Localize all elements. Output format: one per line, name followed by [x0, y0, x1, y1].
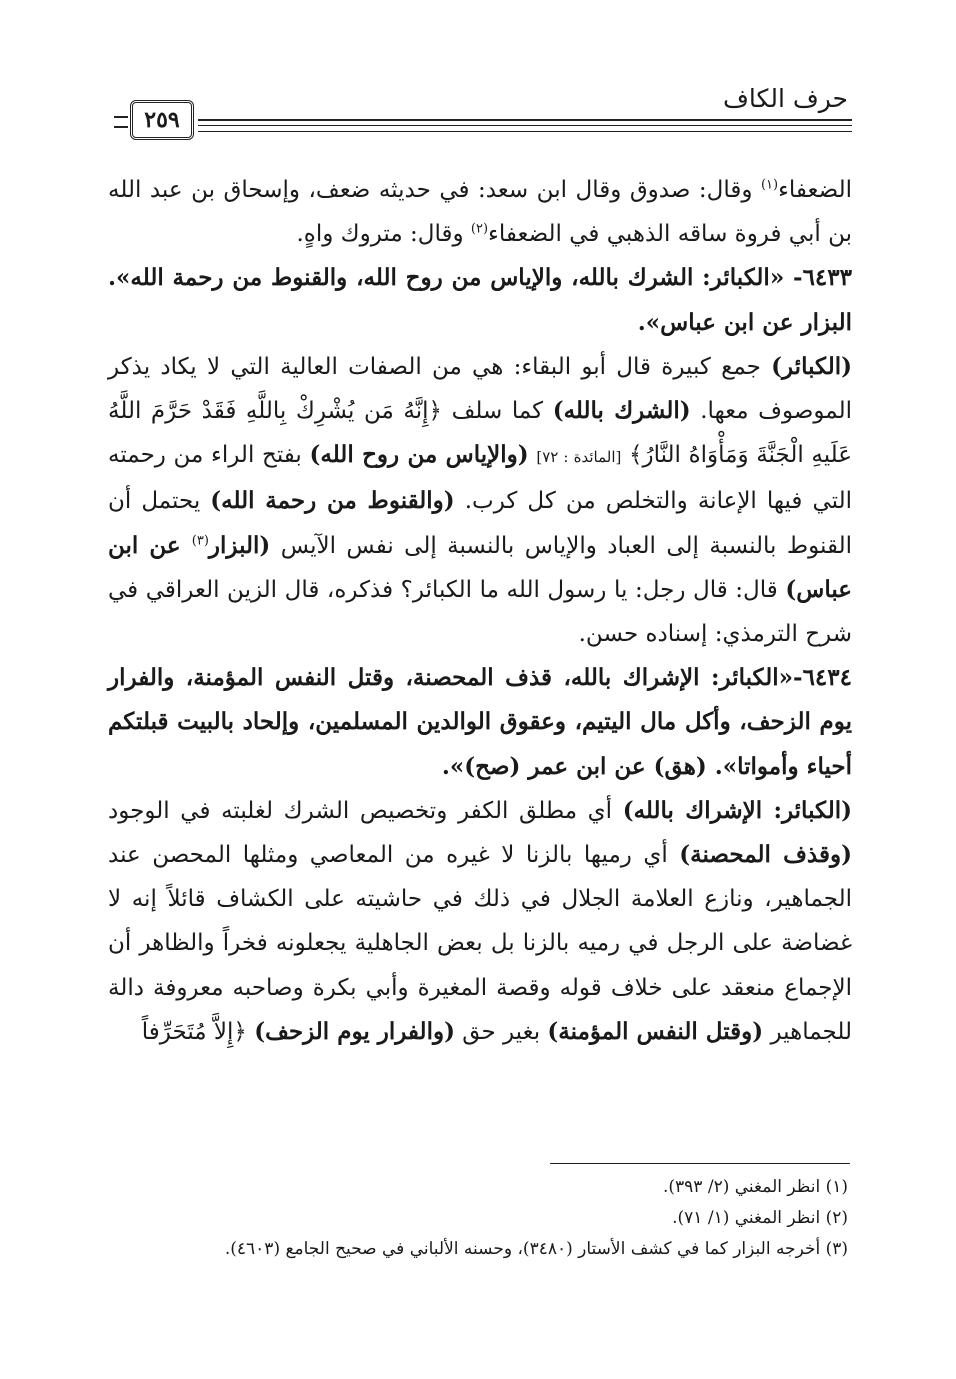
text-segment: (والقنوط من رحمة الله): [210, 487, 455, 515]
text-segment: أي مطلق الكفر وتخصيص الشرك لغلبته في الوجود: [108, 797, 623, 824]
footnote-marker: (٢): [470, 221, 489, 237]
main-text: [108, 168, 852, 1054]
paragraph: [108, 656, 852, 789]
text-segment: أي رميها بالزنا لا غيره من المعاصي ومثلها المحصن عند الجماهير، ونازع العلامة الجلال في ذلك في حاشيته على الكشاف قائلاً إنه لا غضاضة على الرجل في رميه بالزنا بل بعض الجاهلية يجعلونه فخراً والظاهر أن الإجماع منعقد على خلاف قوله وقصة المغيرة وأبي بكرة وصاحبه معروفة دالة للجماهير: [108, 842, 852, 1045]
page-number: ٢٥٩: [130, 100, 194, 140]
text-segment: عن ابن عباس): [108, 531, 852, 603]
header-rule: [198, 119, 852, 121]
header-rule: [198, 131, 852, 132]
text-segment: بغير حق: [454, 1018, 548, 1045]
footnote-2: (٢) انظر المغني (١/ ٧١).: [672, 1208, 848, 1228]
chapter-title: حرف الكاف: [722, 84, 848, 113]
text-segment: (وقتل النفس المؤمنة): [547, 1017, 764, 1045]
text-segment: (وقذف المحصنة): [679, 841, 852, 869]
page-number-ornament: [114, 116, 128, 128]
footnote-1: (١) انظر المغني (٢/ ٣٩٣).: [662, 1177, 848, 1197]
text-segment: وقال: صدوق وقال ابن سعد: في حديثه ضعف، وإسحاق بن عبد الله بن أبي فروة ساقه الذهبي في الضعفاء: [108, 177, 852, 248]
text-segment: ٦٤٣٤-«الكبائر: الإشراك بالله، قذف المحصنة، وقتل النفس المؤمنة، والفرار يوم الزحف، وأكل مال اليتيم، وعقوق الوالدين المسلمين، وإلحاد بالبيت قبلتكم أحياء وأمواتا». (هق) عن ابن عمر (صح)».: [108, 664, 852, 780]
text-segment: (الكبائر: الإشراك بالله): [622, 796, 852, 824]
text-segment: وقال: متروك واهٍ.: [296, 221, 471, 248]
text-segment: (البزار: [208, 531, 271, 559]
footnote-marker: (٣): [191, 532, 209, 548]
text-segment: جمع كبيرة قال أبو البقاء: هي من الصفات العالية التي لا يكاد يذكر الموصوف معها.: [108, 353, 852, 425]
text-segment: (والفرار يوم الزحف): [254, 1017, 455, 1045]
text-segment: ٦٤٣٣- «الكبائر: الشرك بالله، والإياس من روح الله، والقنوط من رحمة الله». البزار عن ابن عباس».: [108, 264, 852, 336]
text-segment: (الكبائر): [771, 352, 852, 380]
text-segment: يحتمل أن القنوط بالنسبة إلى العباد والإياس بالنسبة إلى نفس الآيس: [108, 488, 853, 559]
text-segment: (الشرك بالله): [552, 397, 691, 425]
footnotes: [108, 1172, 848, 1265]
text-segment: (والإياس من روح الله): [309, 441, 529, 469]
footnote-marker: (١): [760, 177, 779, 193]
paragraph: [108, 789, 852, 1054]
text-segment: ﴿إِلاَّ مُتَحَرِّفاً: [141, 1018, 255, 1045]
paragraph: [108, 345, 852, 656]
footnote-3: (٣) أخرجه البزار كما في كشف الأستار (٣٤٨٠)، وحسنه الألباني في صحيح الجامع (٤٦٠٣).: [224, 1239, 848, 1259]
text-segment: كما سلف ﴿إِنَّهُ مَن يُشْرِكْ بِاللَّهِ فَقَدْ حَرَّمَ اللَّهُ عَلَيهِ الْجَنَّةَ وَمَأْوَاهُ النَّارُ﴾: [108, 398, 853, 469]
header-rule: [198, 125, 852, 126]
paragraph: [108, 168, 852, 256]
text-segment: قال: قال رجل: يا رسول الله ما الكبائر؟ فذكره، قال الزين العراقي في شرح الترمذي: إسناده حسن.: [108, 576, 852, 648]
text-segment: بفتح الراء من رحمته التي فيها الإعانة والتخلص من كل كرب.: [108, 442, 852, 515]
footnote-separator: [550, 1163, 850, 1164]
text-segment: الضعفاء: [778, 177, 852, 203]
paragraph: [108, 256, 852, 344]
page-header: [108, 78, 852, 144]
text-segment: [المائدة : ٧٢]: [536, 448, 622, 467]
